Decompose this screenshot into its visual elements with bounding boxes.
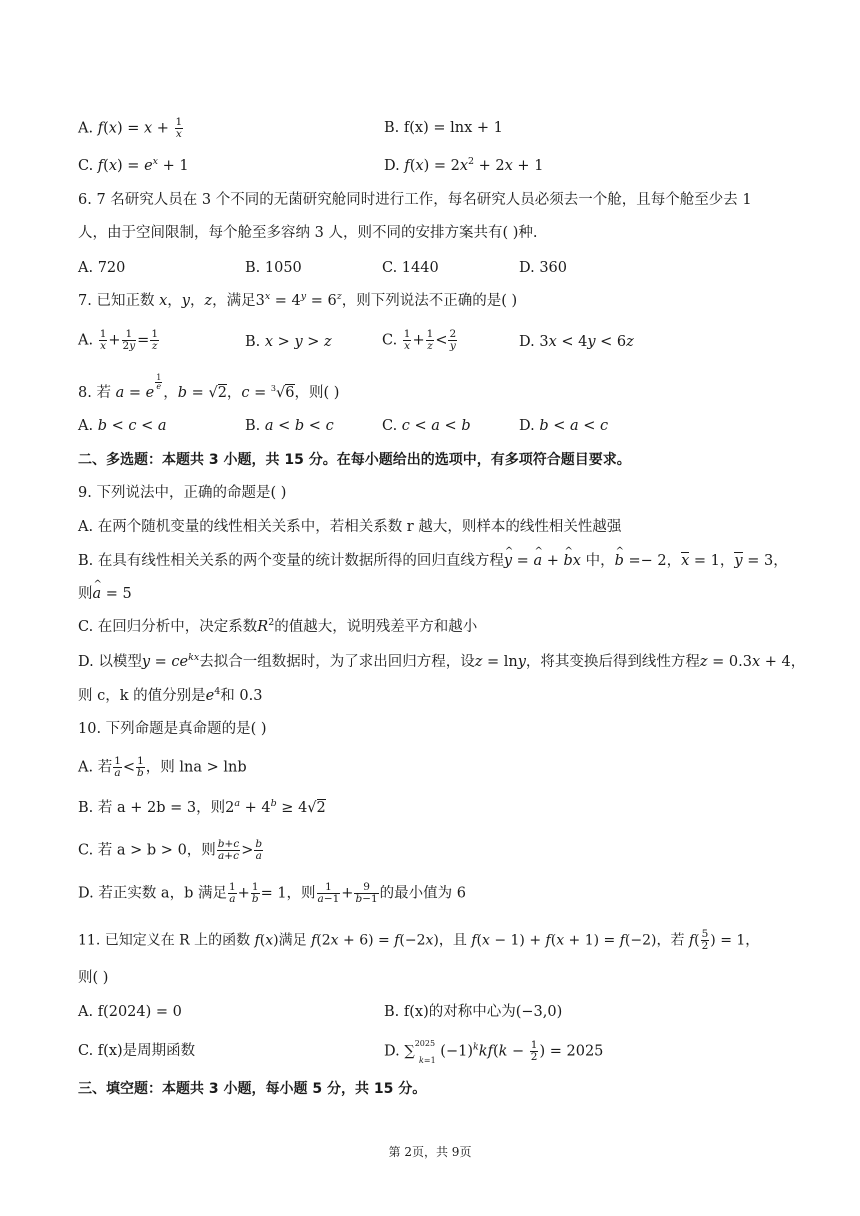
page-footer: 第 2页，共 9页 — [388, 1145, 472, 1159]
q9-option-d[interactable]: D. 以模型$y = ce^{kx}$去拟合一组数据时，为了求出回归方程，设z = lny，将其变换后得到线性方程z = 0.3x + 4， — [78, 652, 806, 670]
q6-stem-line2: 人，由于空间限制，每个舱至多容纳 3 人，则不同的安排方案共有( )种. — [78, 225, 538, 241]
q5-option-a[interactable]: A. f(x) = x + $\frac{1}{x}$ — [78, 116, 183, 140]
q10-option-b[interactable]: B. 若 a + 2b = 3，则$2^a + 4^b \ge 4√2$ — [78, 798, 326, 816]
q6-option-c[interactable]: C. 1440 — [382, 260, 439, 276]
q9-option-c[interactable]: C. 在回归分析中，决定系数$R^2$的值越大，说明残差平方和越小 — [78, 617, 478, 635]
q11-option-c[interactable]: C. f(x)是周期函数 — [78, 1043, 196, 1059]
q8-option-a[interactable]: A. b < c < a — [78, 418, 167, 434]
q9-option-b-line2: 则^ a = 5 — [78, 584, 132, 604]
q8-option-c[interactable]: C. c < a < b — [382, 418, 471, 434]
q7-stem: 7. 已知正数 x，y，z，满足$3^x = 4^y = 6^z$，则下列说法不正确的是( ) — [78, 291, 518, 309]
q5-option-c[interactable]: C. $f(x) = e^x + 1$ — [78, 156, 189, 174]
q9-option-d-line2: 则 c，k 的值分别是$e^4$和 0.3 — [78, 686, 263, 704]
q9-stem: 9. 下列说法中，正确的命题是( ) — [78, 485, 287, 501]
q8-option-b[interactable]: B. a < b < c — [245, 418, 334, 434]
q11-option-a[interactable]: A. f(2024) = 0 — [78, 1004, 182, 1020]
q6-option-d[interactable]: D. 360 — [519, 260, 568, 276]
q11-option-b[interactable]: B. f(x)的对称中心为(−3,0) — [384, 1004, 563, 1020]
q10-option-c[interactable]: C. 若 a > b > 0，则 $\frac{b+c}{a+c}$ > $\frac{b}{a}$ — [78, 838, 263, 862]
q9-option-a[interactable]: A. 在两个随机变量的线性相关关系中，若相关系数 r 越大，则样本的线性相关性越强 — [78, 519, 622, 535]
q10-option-a[interactable]: A. 若 $\frac{1}{a}$ < $\frac{1}{b}$ ，则 lna > lnb — [78, 755, 247, 779]
section-3-heading: 三、填空题：本题共 3 小题，每小题 5 分，共 15 分。 — [78, 1081, 427, 1097]
q9-option-b[interactable]: B. 在具有线性相关关系的两个变量的统计数据所得的回归直线方程^ y = ^ a + ^ bx 中，^ b =− 2，x = 1，y = 3， — [78, 551, 788, 571]
q7-option-d[interactable]: D. 3x < 4y < 6z — [519, 334, 634, 350]
q6-stem-line1: 6. 7 名研究人员在 3 个不同的无菌研究舱同时进行工作，每名研究人员必须去一个舱，且每个舱至少去 1 — [78, 192, 752, 208]
q11-option-d[interactable]: D. ∑$^{2025}_{k=1}$ $(-1)^kkf(k$ − $\frac{1}{2}$ ) = 2025 — [384, 1038, 604, 1066]
q5-option-b[interactable]: B. f(x) = lnx + 1 — [384, 120, 503, 136]
q5-option-d[interactable]: D. $f(x) = 2x^2 + 2x + 1$ — [384, 156, 544, 174]
section-2-heading: 二、多选题：本题共 3 小题，共 15 分。在每小题给出的选项中，有多项符合题目要求。 — [78, 452, 631, 468]
q7-option-b[interactable]: B. x > y > z — [245, 334, 332, 350]
q11-stem: 11. 已知定义在 R 上的函数 f(x)满足 f(2x + 6) = f(−2x)，且 f(x − 1) + f(x + 1) = f(−2)，若 f( $\frac{5}{2}$ ) = 1， — [78, 928, 760, 952]
q7-option-c[interactable]: C. $\frac{1}{x}$ + $\frac{1}{z}$ < $\frac{2}{y}$ — [382, 328, 457, 352]
q6-option-a[interactable]: A. 720 — [78, 260, 126, 276]
q10-stem: 10. 下列命题是真命题的是( ) — [78, 721, 267, 737]
q8-stem: 8. 若 a = e $^{\frac{1}{e}}$ ，b = √2，c = $^3$√6，则( ) — [78, 373, 340, 401]
q10-option-d[interactable]: D. 若正实数 a，b 满足 $\frac{1}{a}$ + $\frac{1}{b}$ = 1，则 $\frac{1}{a-1}$ + $\frac{9}{b-1}$ 的最小值为 6 — [78, 881, 467, 905]
q11-stem-line2: 则( ) — [78, 970, 109, 986]
q8-option-d[interactable]: D. b < a < c — [519, 418, 609, 434]
q6-option-b[interactable]: B. 1050 — [245, 260, 302, 276]
q7-option-a[interactable]: A. $\frac{1}{x}$ + $\frac{1}{2y}$ = $\frac{1}{z}$ — [78, 328, 159, 352]
